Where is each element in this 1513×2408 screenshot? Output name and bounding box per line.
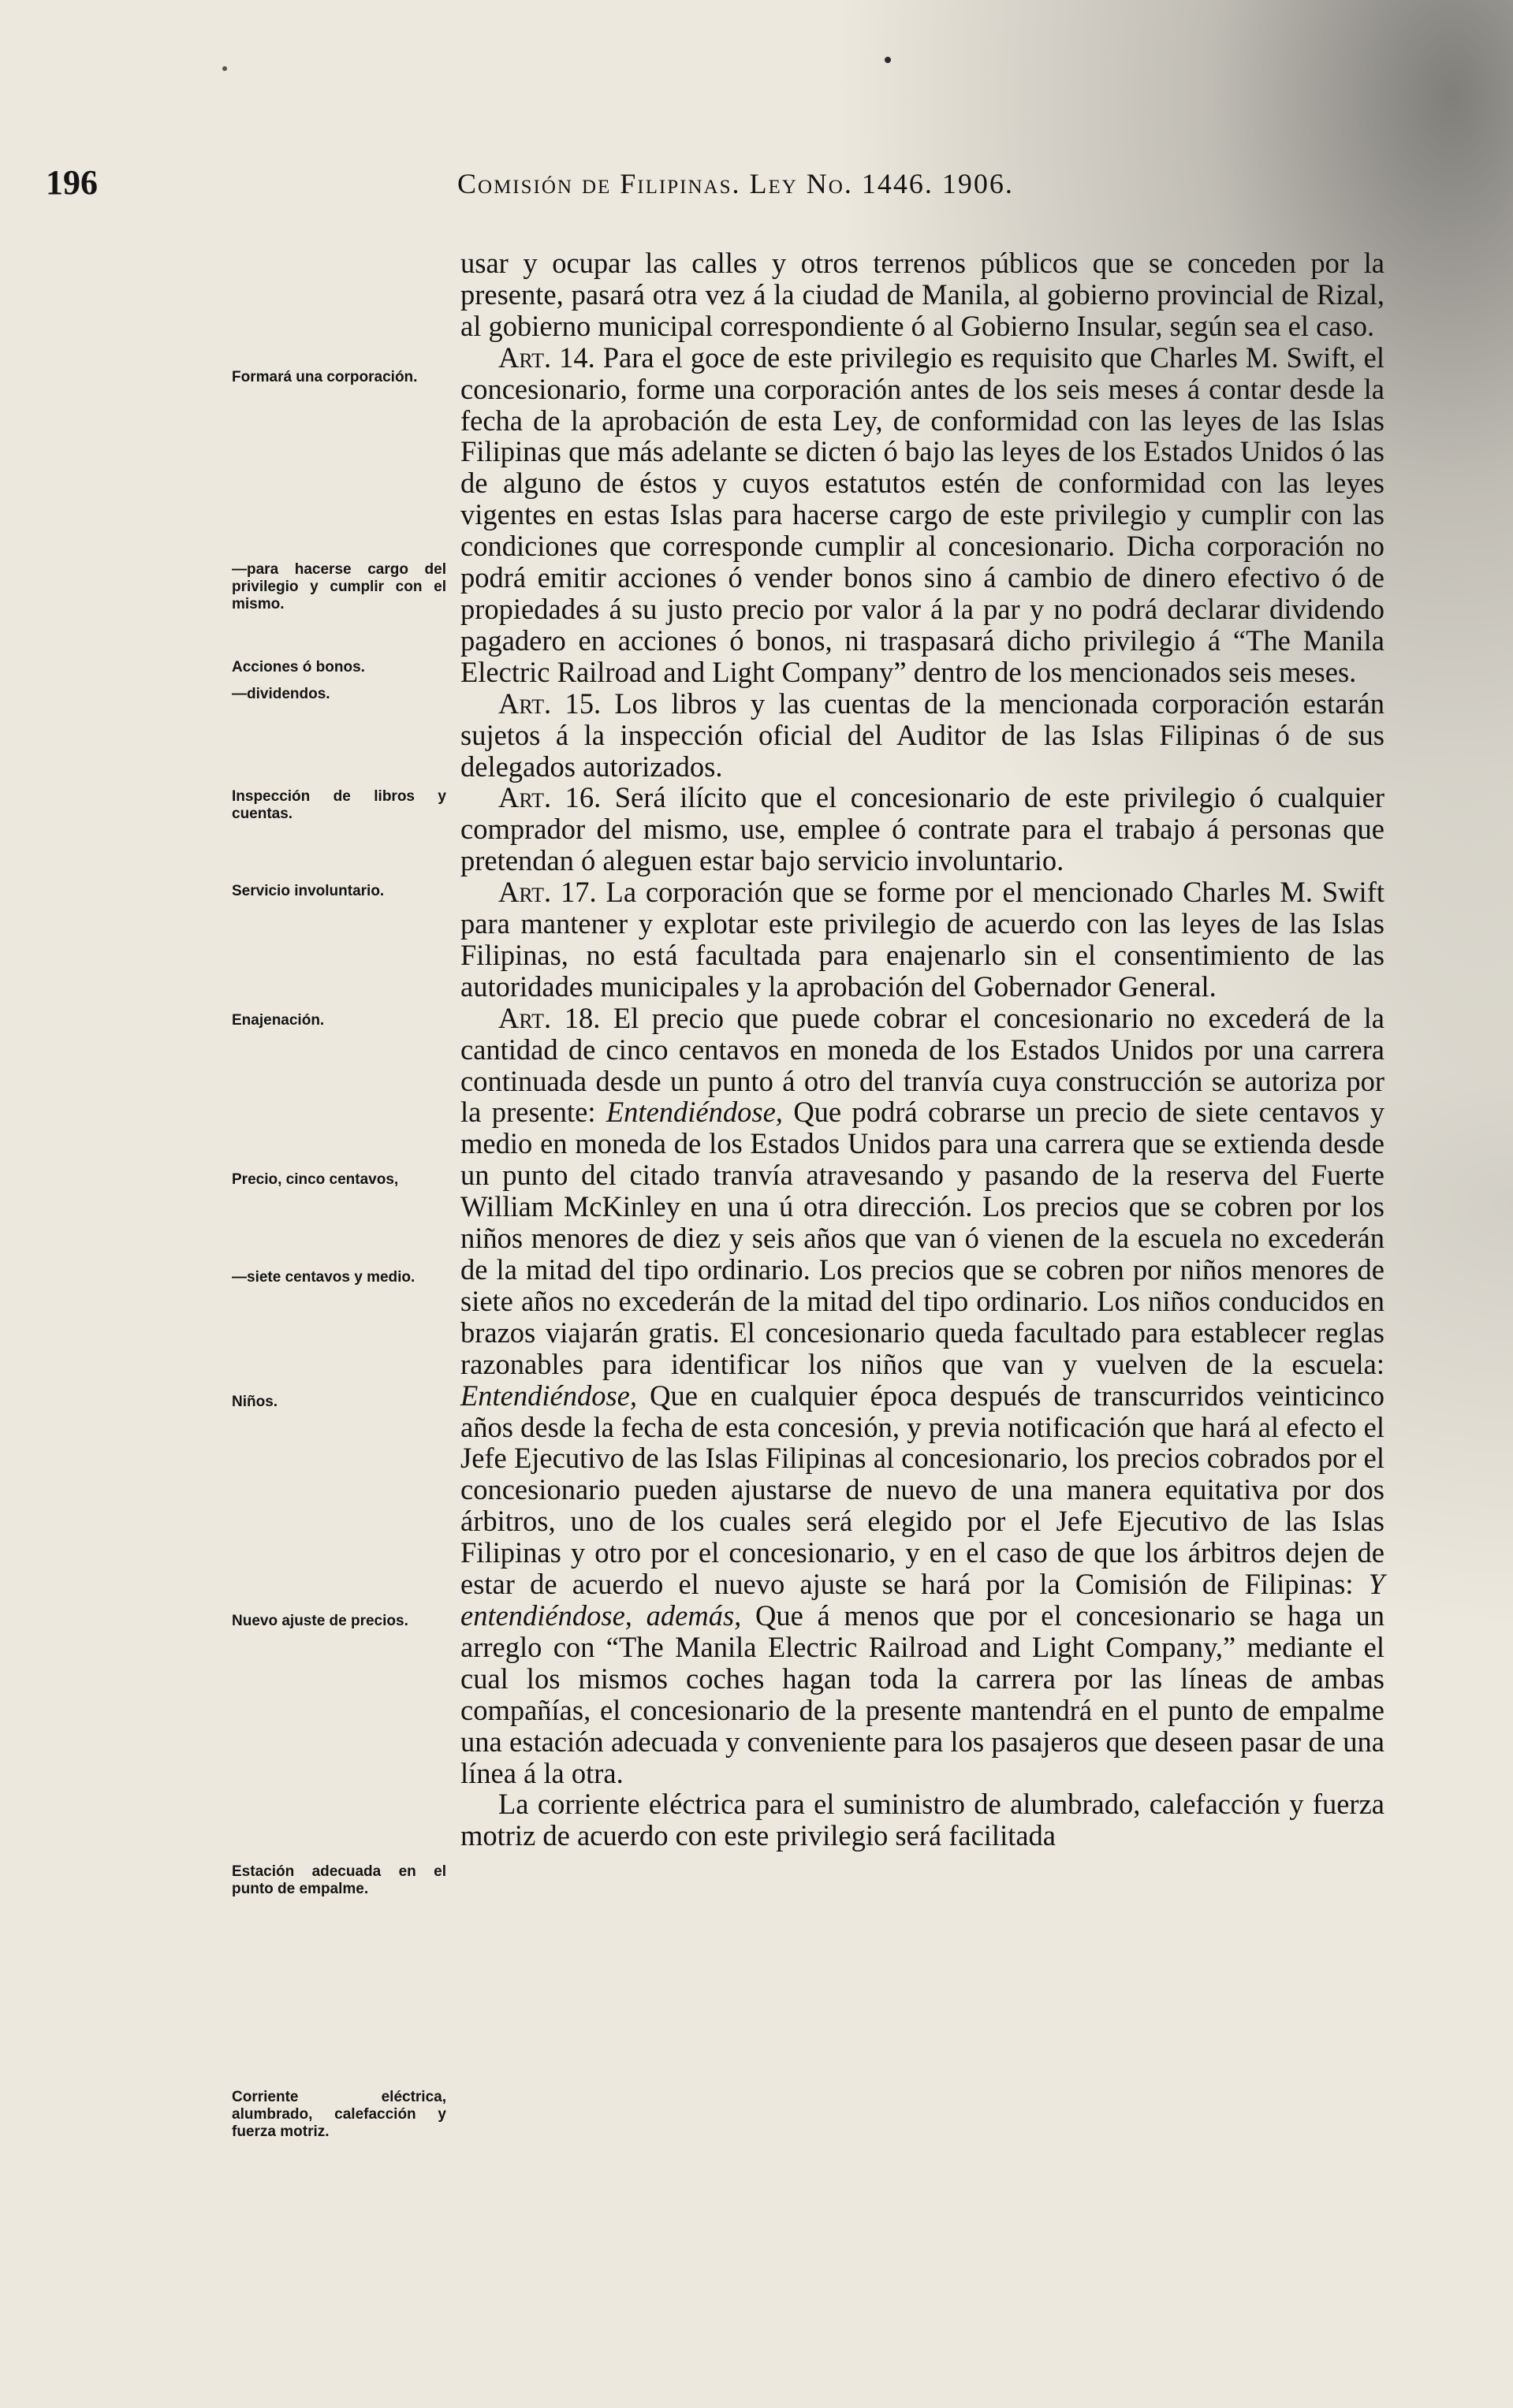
- article-text: Será ilícito que el concesionario de este privilegio ó cualquier comprador del mismo, use, emplee ó contrate para el trabajo á personas que pretendan ó aleguen estar bajo servicio involuntario.: [460, 781, 1384, 877]
- article-16: [460, 782, 1384, 876]
- paragraph-continuation: usar y ocupar las calles y otros terrenos públicos que se conceden por la presente, pasará otra vez á la ciudad de Manila, al gobierno provincial de Rizal, al gobierno municipal correspondiente ó al Gobierno Insular, según sea el caso.: [460, 247, 1384, 342]
- marginal-note-dividendos: —dividendos.: [232, 686, 330, 702]
- article-label: Art. 15.: [498, 687, 602, 720]
- article-14: [460, 342, 1384, 688]
- marginal-note-ajuste: Nuevo ajuste de precios.: [232, 1613, 408, 1629]
- ink-speck: [885, 57, 891, 63]
- marginal-note-ninos: Niños.: [232, 1394, 278, 1410]
- article-label: Art. 17.: [498, 876, 597, 909]
- article-text: Que á menos que por el concesionario se haga un arreglo con “The Manila Electric Railroad and Light Company,” mediante el cual los mismos coches hagan toda la carrera por las líneas de ambas compañías, el concesionario de la presente mantendrá en el punto de empalme una estación adecuada y conveniente para los pasajeros que deseen pasar de una línea á la otra.: [460, 1599, 1384, 1789]
- article-label: Art. 18.: [498, 1001, 601, 1034]
- marginal-note-acciones: Acciones ó bonos.: [232, 659, 365, 676]
- proviso-italic: Y entendiéndose, además,: [460, 1568, 1384, 1632]
- article-text: El precio que puede cobrar el concesionario no excederá de la cantidad de cinco centavos en moneda de los Estados Unidos por una carrera continuada desde un punto á otro del tranvía cuya construcción se autoriza por la presente:: [460, 1001, 1384, 1129]
- marginal-note-formara: Formará una corporación.: [232, 369, 418, 385]
- paragraph-corriente: La corriente eléctrica para el suministro de alumbrado, calefacción y fuerza motriz de acuerdo con este privilegio será facilitada: [460, 1788, 1384, 1852]
- article-18: [460, 1003, 1384, 1789]
- marginal-note-estacion: Estación adecuada en el punto de empalme.: [232, 1863, 446, 1897]
- article-text: Para el goce de este privilegio es requisito que Charles M. Swift, el concesionario, forme una corporación antes de los seis meses á contar desde la fecha de la aprobación de esta Ley, de conformidad con las leyes de las Islas Filipinas que más adelante se dicten ó bajo las leyes de los Estados Unidos ó las de alguno de éstos y cuyos estatutos estén de conformidad con las leyes vigentes en estas Islas para hacerse cargo de este privilegio y cumplir con las condiciones que corresponde cumplir al concesionario. Dicha corporación no podrá emitir acciones ó vender bonos sino á cambio de dinero efectivo ó de propiedades á su justo precio por valor á la par y no podrá declarar dividendo pagadero en acciones ó bonos, ni traspasará dicho privilegio á “The Manila Electric Railroad and Light Company” dentro de los mencionados seis meses.: [460, 341, 1385, 688]
- marginal-note-inspeccion: Inspección de libros y cuentas.: [232, 788, 446, 822]
- article-text: La corporación que se forme por el mencionado Charles M. Swift para mantener y explotar este privilegio de acuerdo con las leyes de las Islas Filipinas, no está facultada para enajenarlo sin el consentimiento de las autoridades municipales y la aprobación del Gobernador General.: [460, 876, 1384, 1003]
- running-head: Comisión de Filipinas. Ley No. 1446. 1906.: [457, 168, 1014, 199]
- page-number: 196: [46, 163, 98, 202]
- article-text: Que podrá cobrarse un precio de siete centavos y medio en moneda de los Estados Unidos para una carrera que se extienda desde un punto del citado tranvía atravesando y pasando de la reserva del Fuerte William McKinley en una ú otra dirección. Los precios que se cobren por los niños menores de diez y seis años que van ó vienen de la escuela no excederán de la mitad del tipo ordinario. Los precios que se cobren por niños menores de siete años no excederán de la mitad del tipo ordinario. Los niños conducidos en brazos viajarán gratis. El concesionario queda facultado para establecer reglas razonables para identificar los niños que van y vuelven de la escuela:: [460, 1096, 1385, 1380]
- article-text: Que en cualquier época después de transcurridos veinticinco años desde la fecha de esta concesión, y previa notificación que hará al efecto el Jefe Ejecutivo de las Islas Filipinas al concesionario, los precios cobrados por el concesionario pueden ajustarse de nuevo de una manera equitativa por dos árbitros, uno de los cuales será elegido por el Jefe Ejecutivo de las Islas Filipinas y otro por el concesionario, y en el caso de que los árbitros dejen de estar de acuerdo el nuevo ajuste se hará por la Comisión de Filipinas:: [460, 1379, 1384, 1601]
- article-text: Los libros y las cuentas de la mencionada corporación estarán sujetos á la inspección oficial del Auditor de las Islas Filipinas ó de sus delegados autorizados.: [460, 687, 1384, 783]
- proviso-italic: Entendiéndose,: [460, 1379, 638, 1412]
- marginal-note-servicio: Servicio involuntario.: [232, 883, 385, 899]
- marginal-note-precio: Precio, cinco centavos,: [232, 1171, 399, 1188]
- marginal-note-cargo: —para hacerse cargo del privilegio y cumplir con el mismo.: [232, 561, 446, 612]
- article-label: Art. 16.: [498, 781, 602, 814]
- marginal-note-corriente: Corriente eléctrica, alumbrado, calefacción y fuerza motriz.: [232, 2089, 446, 2140]
- ink-speck: [222, 66, 227, 71]
- article-17: [460, 876, 1384, 1003]
- article-label: Art. 14.: [498, 341, 595, 374]
- body-text: [460, 247, 1384, 1852]
- marginal-note-siete: —siete centavos y medio.: [232, 1269, 416, 1286]
- article-15: [460, 688, 1384, 783]
- marginal-note-enajenacion: Enajenación.: [232, 1012, 325, 1029]
- proviso-italic: Entendiéndose,: [606, 1096, 783, 1129]
